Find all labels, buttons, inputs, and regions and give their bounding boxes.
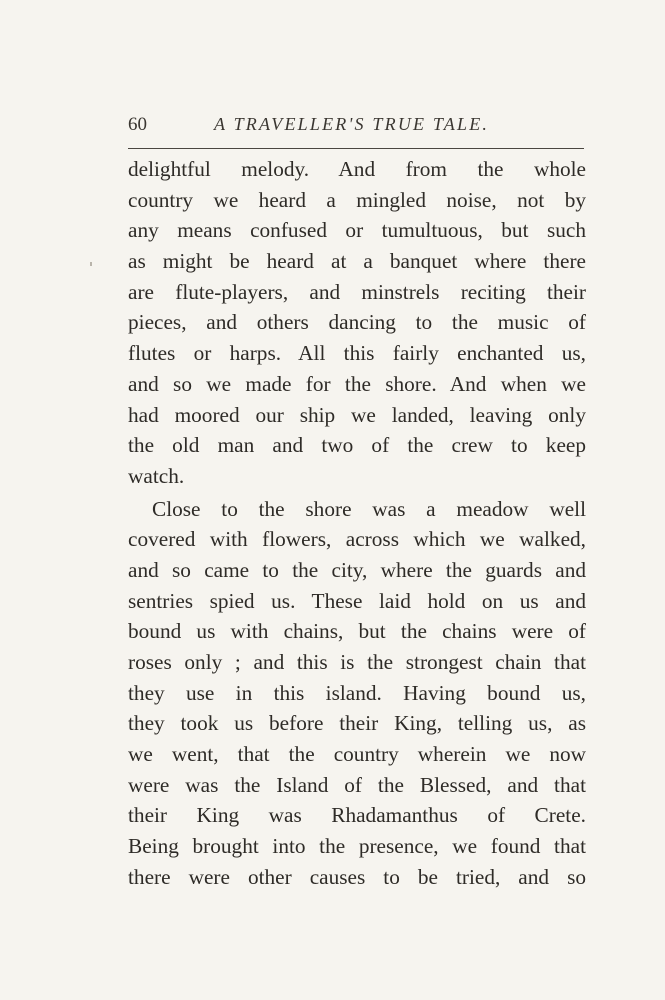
text-line: covered with flowers, across which we walked, xyxy=(128,527,586,552)
text-line: their King was Rhadamanthus of Crete. xyxy=(128,803,586,828)
text-line: we went, that the country wherein we now xyxy=(128,742,586,767)
text-line: are flute-players, and minstrels reciting their xyxy=(128,279,586,304)
text-line: there were other causes to be tried, and so xyxy=(128,864,586,889)
text-line: they use in this island. Having bound us, xyxy=(128,680,586,705)
paragraph-2 xyxy=(128,494,586,893)
text-line: Close to the shore was a meadow well xyxy=(152,496,586,521)
text-line: flutes or harps. All this fairly enchanted us, xyxy=(128,341,586,366)
text-line: country we heard a mingled noise, not by xyxy=(128,187,586,212)
text-line: as might be heard at a banquet where there xyxy=(128,249,586,274)
margin-speck xyxy=(90,262,92,266)
paragraph-1 xyxy=(128,154,586,492)
text-line: any means confused or tumultuous, but such xyxy=(128,218,586,243)
text-line: roses only ; and this is the strongest chain that xyxy=(128,650,586,674)
running-title: A TRAVELLER'S TRUE TALE. xyxy=(214,114,490,134)
text-line: pieces, and others dancing to the music of xyxy=(128,310,586,335)
text-line: Being brought into the presence, we found that xyxy=(128,834,586,859)
header-rule xyxy=(128,148,584,149)
text-line: they took us before their King, telling us, as xyxy=(128,711,586,736)
text-line: bound us with chains, but the chains were of xyxy=(128,619,586,644)
text-line: and so we made for the shore. And when we xyxy=(128,371,586,396)
text-line: watch. xyxy=(128,463,185,488)
page-number: 60 xyxy=(128,114,147,135)
text-line: and so came to the city, where the guards and xyxy=(128,557,586,582)
page-header xyxy=(128,110,584,140)
text-line: sentries spied us. These laid hold on us and xyxy=(128,588,586,613)
text-line: had moored our ship we landed, leaving only xyxy=(128,402,586,427)
body-text xyxy=(128,154,586,893)
text-line: were was the Island of the Blessed, and that xyxy=(128,772,586,797)
text-line: delightful melody. And from the whole xyxy=(128,157,586,181)
text-line: the old man and two of the crew to keep xyxy=(128,433,586,458)
